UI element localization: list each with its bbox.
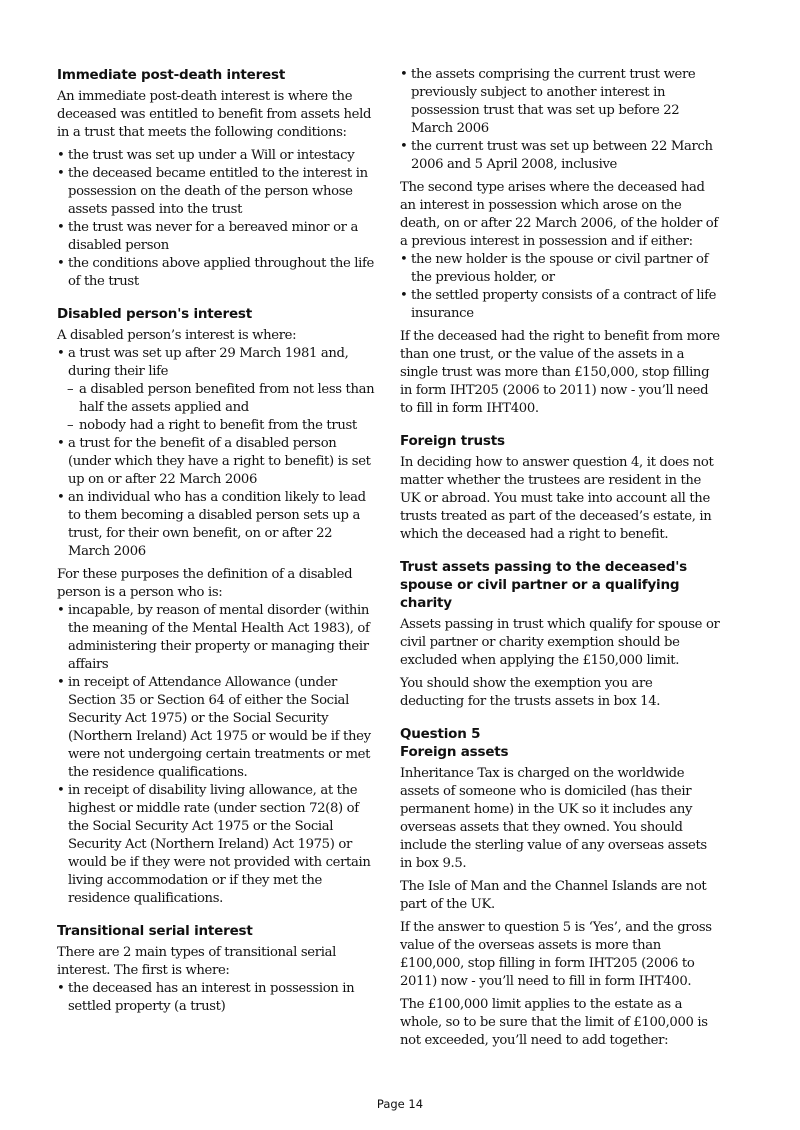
bullet-list xyxy=(57,980,377,1016)
list-item: • the new holder is the spouse or civil partner of the previous holder, or xyxy=(400,251,720,287)
heading-transitional-serial-interest: Transitional serial interest xyxy=(57,923,253,939)
list-item: • the conditions above applied throughout the life of the trust xyxy=(57,255,377,291)
list-item: • a trust for the benefit of a disabled person (under which they have a right to benefit) is set up on or after 22 March 2006 xyxy=(57,435,377,489)
list-item: • in receipt of Attendance Allowance (under Section 35 or Section 64 of either the Social Security Act 1975) or the Social Security (Northern Ireland) Act 1975 or would be if they were not undergoing certain treatments or met the residence qualifications. xyxy=(57,674,377,782)
bullet-list xyxy=(57,602,377,908)
bullet-list xyxy=(57,345,377,561)
right-column xyxy=(400,66,720,1055)
paragraph: For these purposes the definition of a disabled person is a person who is: xyxy=(57,567,353,600)
paragraph: In deciding how to answer question 4, it does not matter whether the trustees are resident in the UK or abroad. You must take into account all the trusts treated as part of the deceased’s estate, in which the deceased had a right to benefit. xyxy=(400,455,714,542)
list-item: • the trust was never for a bereaved minor or a disabled person xyxy=(57,219,377,255)
paragraph: A disabled person’s interest is where: xyxy=(57,328,297,343)
paragraph: The Isle of Man and the Channel Islands are not part of the UK. xyxy=(400,879,707,912)
list-item: • the deceased has an interest in possession in settled property (a trust) xyxy=(57,980,377,1016)
paragraph: Assets passing in trust which qualify for spouse or civil partner or charity exemption should be excluded when applying the £150,000 limit. xyxy=(400,617,720,668)
paragraph: If the deceased had the right to benefit from more than one trust, or the value of the assets in a single trust was more than £150,000, stop filling in form IHT205 (2006 to 2011) now - you’ll need to fill in form IHT400. xyxy=(400,329,720,416)
list-item xyxy=(57,345,377,435)
dash-list xyxy=(57,381,377,435)
paragraph: An immediate post-death interest is where the deceased was entitled to benefit from assets held in a trust that meets the following conditions: xyxy=(57,89,372,140)
heading-disabled-persons-interest: Disabled person's interest xyxy=(57,306,253,322)
left-column xyxy=(57,66,377,1021)
heading-trust-assets-spouse-charity: Trust assets passing to the deceased's spouse or civil partner or a qualifying charity xyxy=(400,559,688,611)
heading-foreign-trusts: Foreign trusts xyxy=(400,433,505,449)
bullet-list xyxy=(400,251,720,323)
list-item: • an individual who has a condition likely to lead to them becoming a disabled person sets up a trust, for their own benefit, on or after 22 March 2006 xyxy=(57,489,377,561)
list-item: • the trust was set up under a Will or intestacy xyxy=(57,147,377,165)
paragraph: Inheritance Tax is charged on the worldwide assets of someone who is domiciled (has their permanent home) in the UK so it includes any overseas assets that they owned. You should include the sterling value of any overseas assets in box 9.5. xyxy=(400,766,707,871)
paragraph: There are 2 main types of transitional serial interest. The first is where: xyxy=(57,945,336,978)
paragraph: The second type arises where the deceased had an interest in possession which arose on the death, on or after 22 March 2006, of the holder of a previous interest in possession and if either: xyxy=(400,180,718,249)
list-item: • the deceased became entitled to the interest in possession on the death of the person whose assets passed into the trust xyxy=(57,165,377,219)
heading-foreign-assets: Foreign assets xyxy=(400,744,509,760)
list-item: • the current trust was set up between 22 March 2006 and 5 April 2008, inclusive xyxy=(400,138,720,174)
list-item: • incapable, by reason of mental disorder (within the meaning of the Mental Health Act 1983), of administering their property or managing their affairs xyxy=(57,602,377,674)
heading-immediate-post-death-interest: Immediate post-death interest xyxy=(57,67,286,83)
heading-question-5: Question 5 xyxy=(400,726,481,742)
list-item: • the assets comprising the current trust were previously subject to another interest in possession trust that was set up before 22 March 2006 xyxy=(400,66,720,138)
page-number: Page 14 xyxy=(376,1097,424,1111)
list-item: • the settled property consists of a contract of life insurance xyxy=(400,287,720,323)
list-item: – nobody had a right to benefit from the trust xyxy=(57,417,377,435)
list-item-text: a trust was set up after 29 March 1981 and, during their life xyxy=(68,346,349,379)
list-item: • in receipt of disability living allowance, at the highest or middle rate (under section 72(8) of the Social Security Act 1975 or the Social Security Act (Northern Ireland) Act 1975) or would be if they were not provided with certain living accommodation or if they met the residence qualifications. xyxy=(57,782,377,908)
bullet-list xyxy=(57,147,377,291)
list-item: – a disabled person benefited from not less than half the assets applied and xyxy=(57,381,377,417)
paragraph: If the answer to question 5 is ‘Yes’, and the gross value of the overseas assets is more than £100,000, stop filling in form IHT205 (2006 to 2011) now - you’ll need to fill in form IHT400. xyxy=(400,920,712,989)
paragraph: You should show the exemption you are deducting for the trusts assets in box 14. xyxy=(400,676,661,709)
paragraph: The £100,000 limit applies to the estate as a whole, so to be sure that the limit of £100,000 is not exceeded, you’ll need to add together: xyxy=(400,997,708,1048)
bullet-list xyxy=(400,66,720,174)
